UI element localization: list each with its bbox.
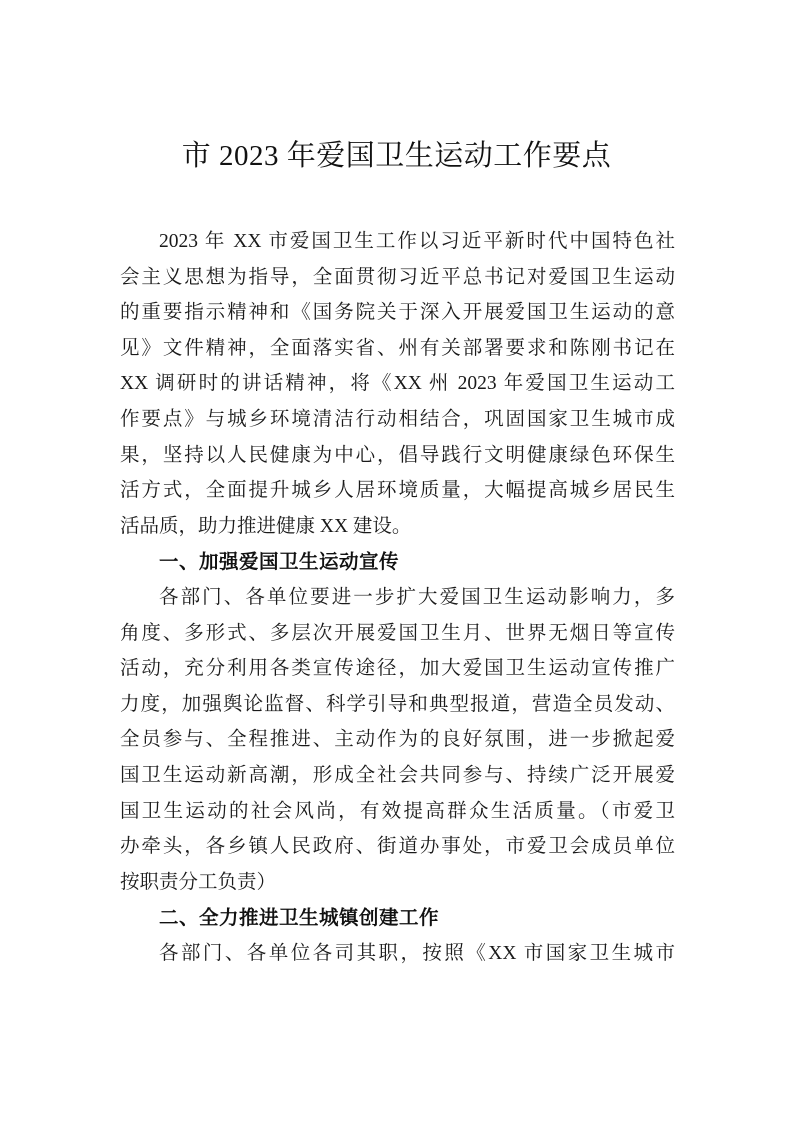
paragraph-line: 果，坚持以人民健康为中心，倡导践行文明健康绿色环保生 (120, 444, 675, 466)
paragraph-line: 见》文件精神，全面落实省、州有关部署要求和陈刚书记在 (120, 337, 675, 359)
paragraph-line: 国卫生运动的社会风尚，有效提高群众生活质量。（市爱卫 (120, 800, 675, 822)
section-2 (120, 900, 675, 971)
paragraph-line: 作要点》与城乡环境清洁行动相结合，巩固国家卫生城市成 (120, 408, 675, 430)
document-title: 市 2023 年爱国卫生运动工作要点 (181, 140, 612, 172)
section-heading: 一、加强爱国卫生运动宣传 (159, 550, 400, 574)
paragraph-line: 力度，加强舆论监督、科学引导和典型报道，营造全员发动、 (120, 693, 675, 715)
paragraph-line: 全员参与、全程推进、主动作为的良好氛围，进一步掀起爱 (120, 729, 675, 751)
paragraph-line: 会主义思想为指导，全面贯彻习近平总书记对爱国卫生运动 (120, 266, 675, 288)
document-body (120, 224, 675, 971)
paragraph-line: 的重要指示精神和《国务院关于深入开展爱国卫生运动的意 (120, 302, 675, 324)
intro-paragraph (120, 224, 675, 544)
section-heading: 二、全力推进卫生城镇创建工作 (159, 906, 440, 930)
section-1 (120, 544, 675, 900)
paragraph-line: 活品质，助力推进健康 XX 建设。 (120, 515, 412, 537)
paragraph-line: 2023 年 XX 市爱国卫生工作以习近平新时代中国特色社 (159, 231, 675, 252)
paragraph-line: 各部门、各单位要进一步扩大爱国卫生运动影响力，多 (159, 586, 675, 608)
paragraph-line: 办牵头，各乡镇人民政府、街道办事处，市爱卫会成员单位 (120, 836, 675, 858)
paragraph-line: 角度、多形式、多层次开展爱国卫生月、世界无烟日等宣传 (120, 622, 675, 644)
paragraph-line: 各部门、各单位各司其职，按照《XX 市国家卫生城市 (159, 942, 675, 964)
paragraph-line: XX 调研时的讲话精神，将《XX 州 2023 年爱国卫生运动工 (120, 373, 675, 395)
paragraph-line: 活动，充分利用各类宣传途径，加大爱国卫生运动宣传推广 (120, 658, 675, 680)
paragraph-line: 活方式，全面提升城乡人居环境质量，大幅提高城乡居民生 (120, 480, 675, 502)
paragraph-line: 国卫生运动新高潮，形成全社会共同参与、持续广泛开展爱 (120, 764, 675, 786)
paragraph-line: 按职责分工负责） (120, 871, 277, 893)
